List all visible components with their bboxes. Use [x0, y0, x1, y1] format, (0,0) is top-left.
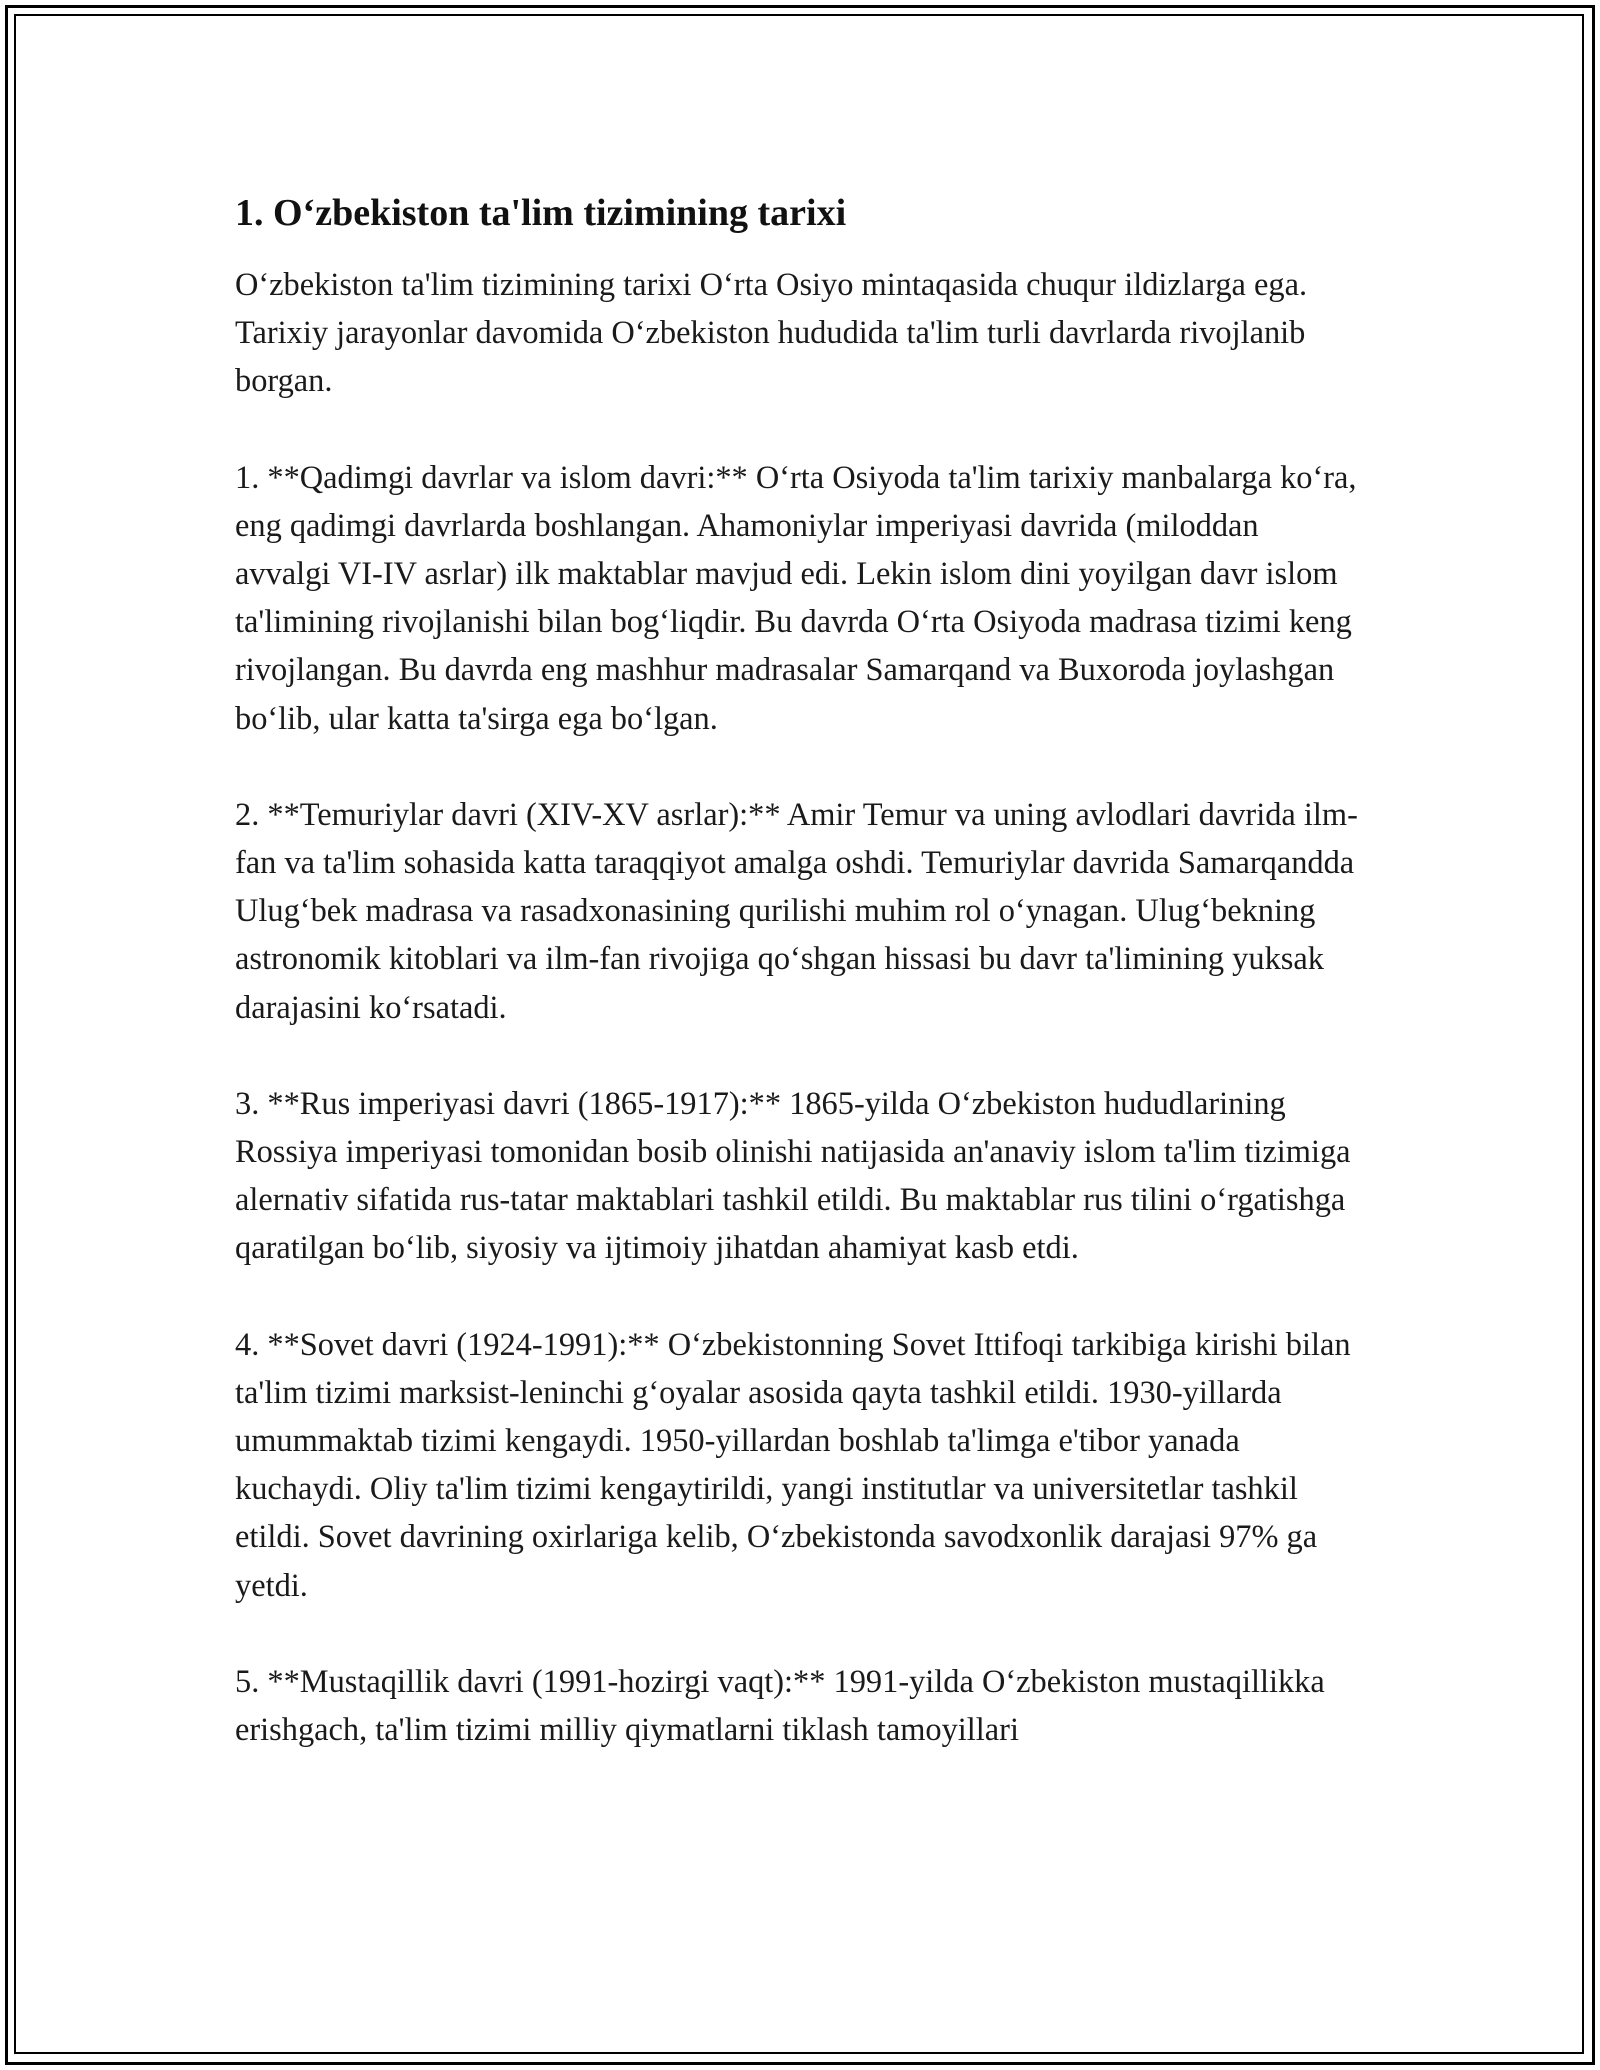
intro-paragraph: O‘zbekiston ta'lim tizimining tarixi O‘rta Osiyo mintaqasida chuqur ildizlarga ega. Tarixiy jarayonlar davomida O‘zbekiston hududida ta'lim turli davrlarda rivojlanib borgan. [235, 267, 1308, 400]
paragraph-timurid-period: 2. **Temuriylar davri (XIV-XV asrlar):** Amir Temur va uning avlodlari davrida ilm-fan va ta'lim sohasida katta taraqqiyot amalga oshdi. Temuriylar davrida Samarqandda Ulug‘bek madrasa va rasadxonasining qurilishi muhim rol o‘ynagan. Ulug‘bekning astronomik kitoblari va ilm-fan rivojiga qo‘shgan hissasi bu davr ta'limining yuksak darajasini ko‘rsatadi. [235, 796, 1358, 1026]
paragraph-soviet-period: 4. **Sovet davri (1924-1991):** O‘zbekistonning Sovet Ittifoqi tarkibiga kirishi bilan ta'lim tizimi marksist-leninchi g‘oyalar asosida qayta tashkil etildi. 1930-yillarda umummaktab tizimi kengaydi. 1950-yillardan boshlab ta'limga e'tibor yanada kuchaydi. Oliy ta'lim tizimi kengaytirildi, yangi institutlar va universitetlar tashkil etildi. Sovet davrining oxirlariga kelib, O‘zbekistonda savodxonlik darajasi 97% ga yetdi. [235, 1326, 1351, 1604]
document-title: 1. O‘zbekiston ta'lim tizimining tarixi [235, 192, 847, 234]
document-body [235, 188, 1360, 1802]
paragraph-independence-period: 5. **Mustaqillik davri (1991-hozirgi vaqt):** 1991-yilda O‘zbekiston mustaqillikka erishgach, ta'lim tizimi milliy qiymatlarni tiklash tamoyillari [235, 1663, 1325, 1749]
paragraph-russian-empire-period: 3. **Rus imperiyasi davri (1865-1917):** 1865-yilda O‘zbekiston hududlarining Rossiya imperiyasi tomonidan bosib olinishi natijasida an'anaviy islom ta'lim tizimiga alernativ sifatida rus-tatar maktablari tashkil etildi. Bu maktablar rus tilini o‘rgatishga qaratilgan bo‘lib, siyosiy va ijtimoiy jihatdan ahamiyat kasb etdi. [235, 1085, 1351, 1267]
paragraph-ancient-period: 1. **Qadimgi davrlar va islom davri:** O‘rta Osiyoda ta'lim tarixiy manbalarga ko‘ra, eng qadimgi davrlarda boshlangan. Ahamoniylar imperiyasi davrida (miloddan avvalgi VI-IV asrlar) ilk maktablar mavjud edi. Lekin islom dini yoyilgan davr islom ta'limining rivojlanishi bilan bog‘liqdir. Bu davrda O‘rta Osiyoda madrasa tizimi keng rivojlangan. Bu davrda eng mashhur madrasalar Samarqand va Buxoroda joylashgan bo‘lib, ular katta ta'sirga ega bo‘lgan. [235, 459, 1357, 737]
